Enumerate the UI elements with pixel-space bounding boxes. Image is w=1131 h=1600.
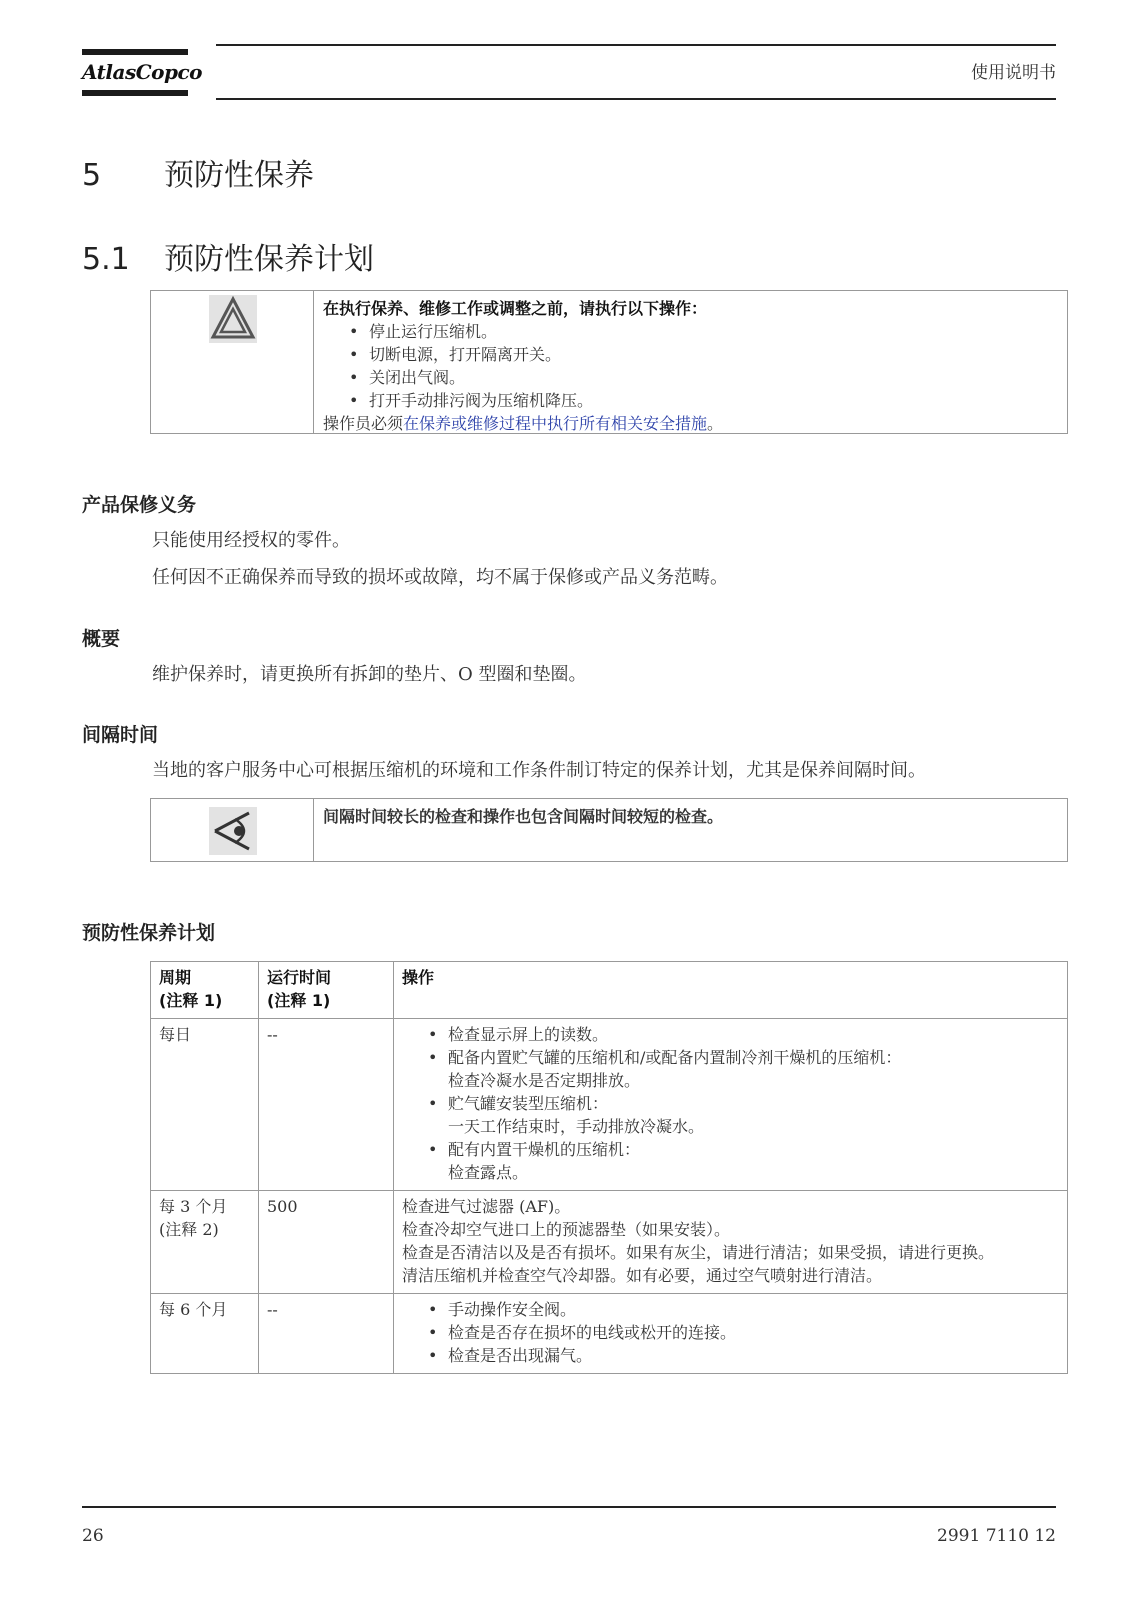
doc-type: 使用说明书 bbox=[971, 63, 1056, 83]
warning-footer-suffix: 。 bbox=[707, 414, 724, 433]
action-text: • 配备内置贮气罐的压缩机和/或配备内置制冷剂干燥机的压缩机： bbox=[448, 1048, 902, 1067]
action-text: • 贮气罐安装型压缩机： bbox=[448, 1094, 609, 1113]
column-header-period-label: 周期 bbox=[159, 968, 192, 987]
period-value: 每 6 个月 bbox=[159, 1300, 228, 1319]
period-note: (注释 2) bbox=[159, 1220, 219, 1239]
list-item: • 关闭出气阀。 bbox=[323, 366, 1061, 389]
hours-cell: 500 bbox=[259, 1191, 394, 1294]
action-cell bbox=[394, 1191, 1068, 1294]
action-line: 检查是否清洁以及是否有损坏。如果有灰尘，请进行清洁；如果受损，请进行更换。 bbox=[402, 1243, 995, 1262]
column-header-hours-label: 运行时间 bbox=[267, 968, 332, 987]
info-text: 间隔时间较长的检查和操作也包含间隔时间较短的检查。 bbox=[323, 807, 724, 826]
hours-cell: -- bbox=[259, 1019, 394, 1191]
period-cell bbox=[151, 1019, 259, 1191]
list-item: • 检查是否出现漏气。 bbox=[402, 1344, 1059, 1367]
eye-icon bbox=[209, 807, 257, 855]
subsection-number: 5.1 bbox=[82, 242, 130, 277]
subsection-heading bbox=[82, 234, 374, 278]
header-rule-top bbox=[216, 44, 1056, 46]
warning-footer-prefix: 操作员必须 bbox=[323, 414, 404, 433]
period-cell bbox=[151, 1294, 259, 1374]
section-number: 5 bbox=[82, 158, 102, 193]
list-item: • 检查显示屏上的读数。 bbox=[402, 1023, 1059, 1046]
list-item bbox=[402, 1138, 1059, 1184]
column-header-hours bbox=[259, 962, 394, 1019]
period-cell bbox=[151, 1191, 259, 1294]
subsection-title: 预防性保养计划 bbox=[164, 242, 374, 277]
doc-number: 2991 7110 12 bbox=[937, 1526, 1056, 1546]
info-icon-cell bbox=[151, 799, 314, 861]
list-item: • 切断电源，打开隔离开关。 bbox=[323, 343, 1061, 366]
period-value: 每日 bbox=[159, 1025, 192, 1044]
footer-rule bbox=[82, 1506, 1056, 1508]
list-item: • 打开手动排污阀为压缩机降压。 bbox=[323, 389, 1061, 412]
page-number: 26 bbox=[82, 1526, 104, 1546]
general-heading: 概要 bbox=[82, 628, 121, 650]
maintenance-schedule-table bbox=[150, 961, 1068, 1374]
warranty-line-2: 任何因不正确保养而导致的损坏或故障，均不属于保修或产品义务范畴。 bbox=[152, 567, 728, 588]
column-header-period-note: (注释 1) bbox=[159, 991, 223, 1010]
warning-box bbox=[150, 290, 1068, 434]
table-header-row bbox=[151, 962, 1068, 1019]
warning-heading: 在执行保养、维修工作或调整之前，请执行以下操作： bbox=[323, 299, 708, 318]
action-line: 检查进气过滤器 (AF)。 bbox=[402, 1197, 571, 1216]
action-line: 清洁压缩机并检查空气冷却器。如有必要，通过空气喷射进行清洁。 bbox=[402, 1266, 883, 1285]
section-heading bbox=[82, 150, 314, 194]
action-text-cont: 检查露点。 bbox=[448, 1163, 529, 1182]
list-item: • 停止运行压缩机。 bbox=[323, 320, 1061, 343]
action-list bbox=[402, 1023, 1059, 1184]
schedule-heading: 预防性保养计划 bbox=[82, 922, 216, 944]
warning-footer bbox=[323, 412, 1061, 435]
action-line: 检查冷却空气进口上的预滤器垫（如果安装）。 bbox=[402, 1220, 731, 1239]
action-text: • 配有内置干燥机的压缩机： bbox=[448, 1140, 641, 1159]
safety-precautions-link[interactable]: 在保养或维修过程中执行所有相关安全措施 bbox=[403, 414, 708, 433]
list-item: • 手动操作安全阀。 bbox=[402, 1298, 1059, 1321]
column-header-period bbox=[151, 962, 259, 1019]
warning-triangle-icon bbox=[209, 295, 257, 343]
info-box bbox=[150, 798, 1068, 862]
warning-list bbox=[323, 320, 1061, 412]
section-title: 预防性保养 bbox=[164, 158, 314, 193]
action-cell bbox=[394, 1019, 1068, 1191]
header-rule-bottom bbox=[216, 98, 1056, 100]
action-text-cont: 一天工作结束时，手动排放冷凝水。 bbox=[448, 1117, 705, 1136]
table-row bbox=[151, 1191, 1068, 1294]
list-item bbox=[402, 1092, 1059, 1138]
warranty-line-1: 只能使用经授权的零件。 bbox=[152, 530, 350, 551]
column-header-hours-note: (注释 1) bbox=[267, 991, 331, 1010]
action-cell bbox=[394, 1294, 1068, 1374]
warranty-heading: 产品保修义务 bbox=[82, 494, 197, 516]
intervals-text: 当地的客户服务中心可根据压缩机的环境和工作条件制订特定的保养计划，尤其是保养间隔时间。 bbox=[152, 760, 926, 781]
intervals-heading: 间隔时间 bbox=[82, 724, 159, 746]
hours-cell: -- bbox=[259, 1294, 394, 1374]
period-value: 每 3 个月 bbox=[159, 1197, 228, 1216]
general-text: 维护保养时，请更换所有拆卸的垫片、O 型圈和垫圈。 bbox=[152, 664, 587, 685]
list-item bbox=[402, 1046, 1059, 1092]
action-list bbox=[402, 1298, 1059, 1367]
table-row bbox=[151, 1019, 1068, 1191]
column-header-action: 操作 bbox=[394, 962, 1068, 1019]
warning-icon-cell bbox=[151, 291, 314, 433]
warning-content bbox=[323, 297, 1061, 435]
table-row bbox=[151, 1294, 1068, 1374]
list-item: • 检查是否存在损坏的电线或松开的连接。 bbox=[402, 1321, 1059, 1344]
logo-bar-bottom bbox=[82, 90, 188, 96]
brand-logo: AtlasCopco bbox=[82, 60, 202, 84]
logo-bar-top bbox=[82, 49, 188, 55]
action-text-cont: 检查冷凝水是否定期排放。 bbox=[448, 1071, 641, 1090]
